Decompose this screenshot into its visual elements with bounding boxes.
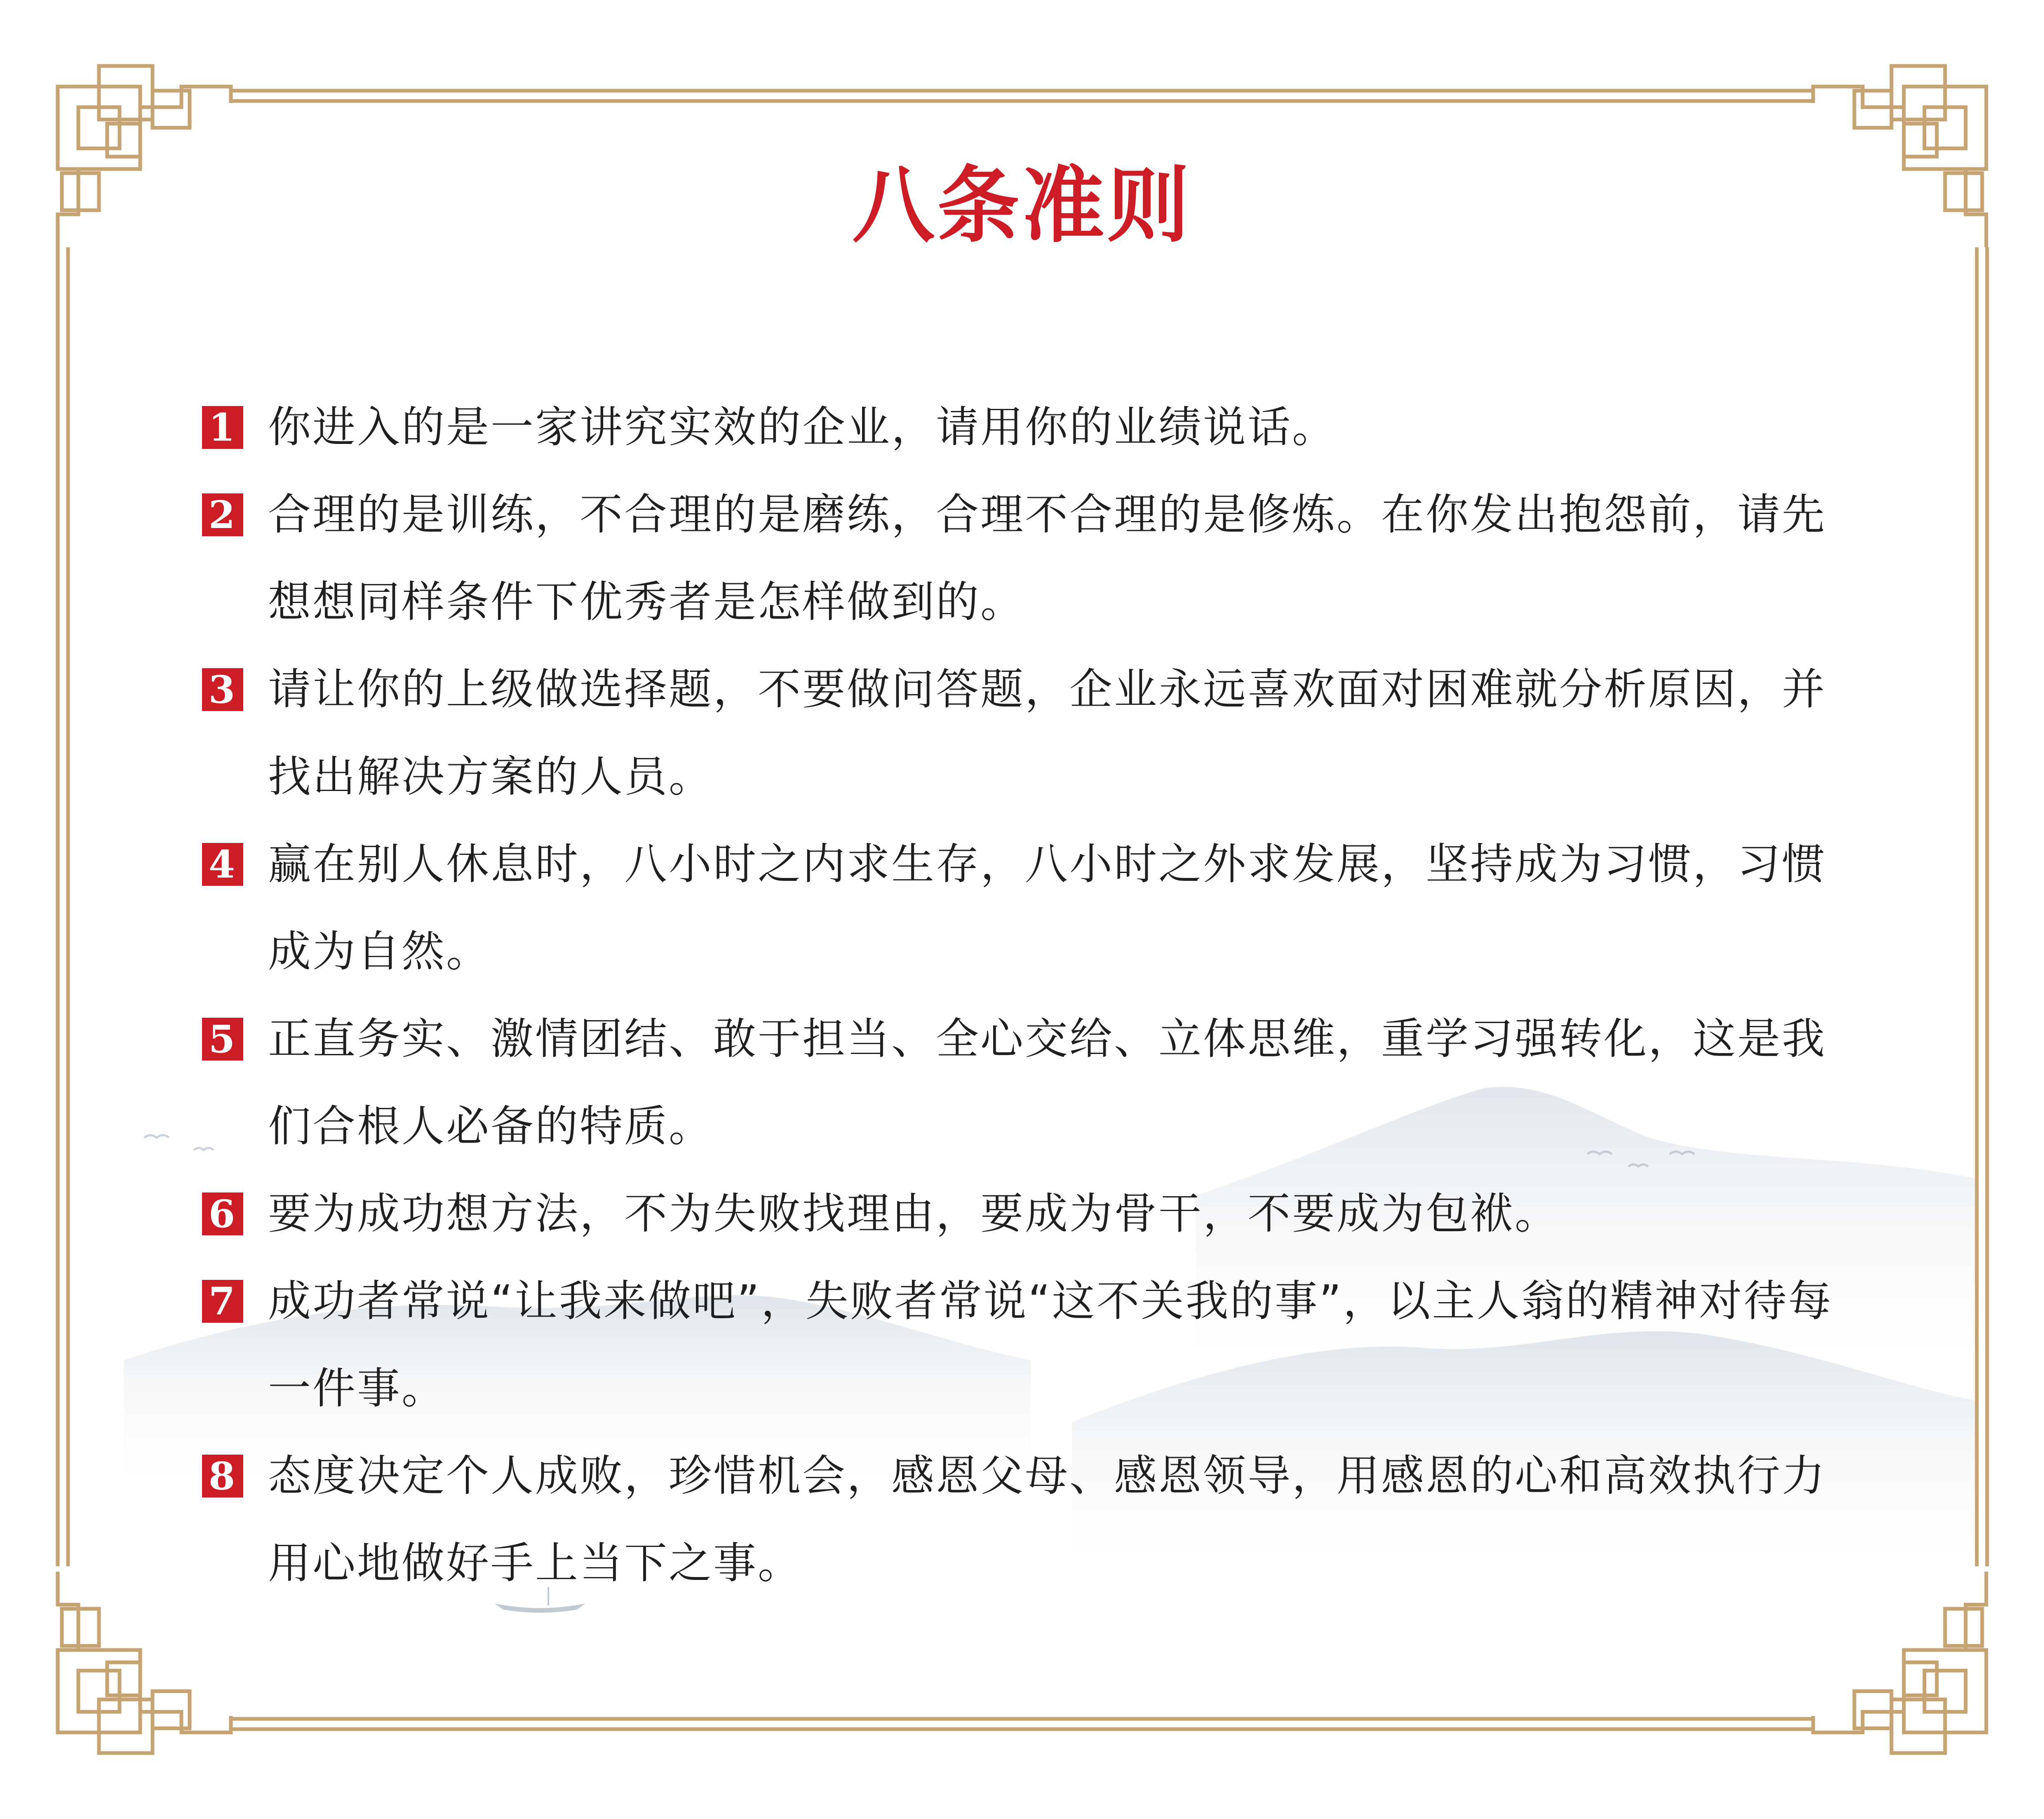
rule-number-badge: 8 [202, 1455, 243, 1497]
rule-text: 成功者常说“让我来做吧”，失败者常说“这不关我的事”，以主人翁的精神对待每一件事。 [268, 1276, 1833, 1413]
rule-text: 合理的是训练，不合理的是磨练，合理不合理的是修炼。在你发出抱怨前，请先想想同样条件下优秀者是怎样做到的。 [268, 489, 1827, 627]
list-item [198, 471, 1863, 645]
rule-text: 赢在别人休息时，八小时之内求生存，八小时之外求发展，坚持成为习惯，习惯成为自然。 [268, 839, 1827, 976]
rule-number-badge: 2 [202, 493, 243, 536]
list-item [198, 645, 1863, 820]
rule-number-badge: 1 [202, 406, 243, 449]
list-item [198, 820, 1863, 995]
rule-number-badge: 3 [202, 668, 243, 711]
list-item [198, 383, 1863, 471]
rule-text: 你进入的是一家讲究实效的企业，请用你的业绩说话。 [268, 402, 1337, 452]
rule-number-badge: 6 [202, 1192, 243, 1235]
rule-text: 正直务实、激情团结、敢于担当、全心交给、立体思维，重学习强转化，这是我们合根人必备的特质。 [268, 1014, 1827, 1151]
list-item [198, 995, 1863, 1170]
list-item [198, 1170, 1863, 1257]
rules-list [198, 383, 1863, 1607]
rule-text: 请让你的上级做选择题，不要做问答题，企业永远喜欢面对困难就分析原因，并找出解决方案的人员。 [268, 664, 1827, 802]
rule-number-badge: 4 [202, 843, 243, 886]
page-title: 八条准则 [852, 158, 1192, 254]
list-item [198, 1432, 1863, 1607]
rule-number-badge: 5 [202, 1018, 243, 1061]
list-item [198, 1257, 1863, 1432]
rule-number-badge: 7 [202, 1280, 243, 1323]
rule-text: 态度决定个人成败，珍惜机会，感恩父母、感恩领导，用感恩的心和高效执行力用心地做好手上当下之事。 [268, 1451, 1827, 1588]
rule-text: 要为成功想方法，不为失败找理由，要成为骨干，不要成为包袱。 [268, 1188, 1560, 1239]
